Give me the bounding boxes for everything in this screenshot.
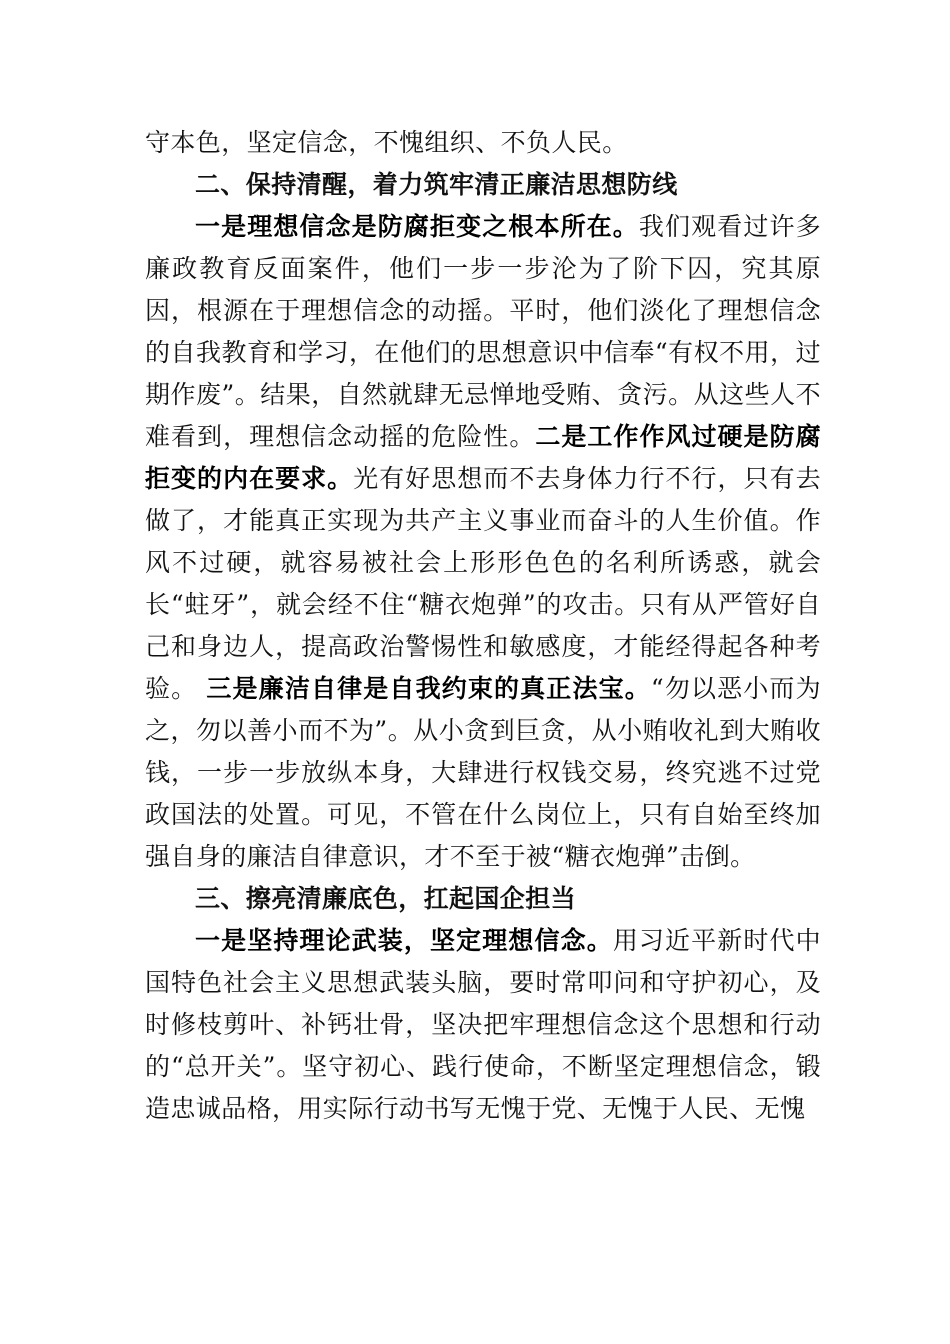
section-heading-3: 三、擦亮清廉底色，扛起国企担当 xyxy=(195,884,577,913)
document-body xyxy=(145,122,821,1130)
point-2-text: 光有好思想而不去身体力行不行，只有去做了，才能真正实现为共产主义事业而奋斗的人生价值。作风不过硬，就容易被社会上形形色色的名利所诱惑，就会长“蛀牙”，就会经不住“糖衣炮弹”的攻击。只有从严管好自己和身边人，提高政治警惕性和敏感度，才能经得起各种考验。 xyxy=(145,464,822,703)
section-heading-2: 二、保持清醒，着力筑牢清正廉洁思想防线 xyxy=(195,170,678,199)
paragraph-continuation: 守本色，坚定信念，不愧组织、不负人民。 xyxy=(145,128,628,157)
point-s3-1-text: 用习近平新时代中国特色社会主义思想武装头脑，要时常叩问和守护初心，及时修枝剪叶、补钙壮骨，坚决把牢理想信念这个思想和行动的“总开关”。坚守初心、践行使命，不断坚定理想信念，锻造忠诚品格，用实际行动书写无愧于党、无愧于人民、无愧 xyxy=(145,926,822,1123)
paragraph-section-3 xyxy=(145,920,821,1130)
paragraph-section-2 xyxy=(145,206,821,878)
bold-point-1: 一是理想信念是防腐拒变之根本所在。 xyxy=(195,212,639,241)
bold-point-s3-1: 一是坚持理论武装，坚定理想信念。 xyxy=(195,926,613,955)
point-3-text: “勿以恶小而为之，勿以善小而不为”。从小贪到巨贪，从小贿收礼到大贿收钱，一步一步放纵本身，大肆进行权钱交易，终究逃不过党政国法的处置。可见，不管在什么岗位上，只有自始至终加强自身的廉洁自律意识，才不至于被“糖衣炮弹”击倒。 xyxy=(145,674,821,871)
point-1-text: 我们观看过许多廉政教育反面案件，他们一步一步沦为了阶下囚，究其原因，根源在于理想信念的动摇。平时，他们淡化了理想信念的自我教育和学习，在他们的思想意识中信奉“有权不用，过期作废”。结果，自然就肆无忌惮地受贿、贪污。从这些人不难看到，理想信念动摇的危险性。 xyxy=(145,212,821,451)
bold-point-3: 三是廉洁自律是自我约束的真正法宝。 xyxy=(206,674,651,703)
bold-point-2: 二是工作作风过硬是防腐拒变的内在要求。 xyxy=(145,422,821,493)
